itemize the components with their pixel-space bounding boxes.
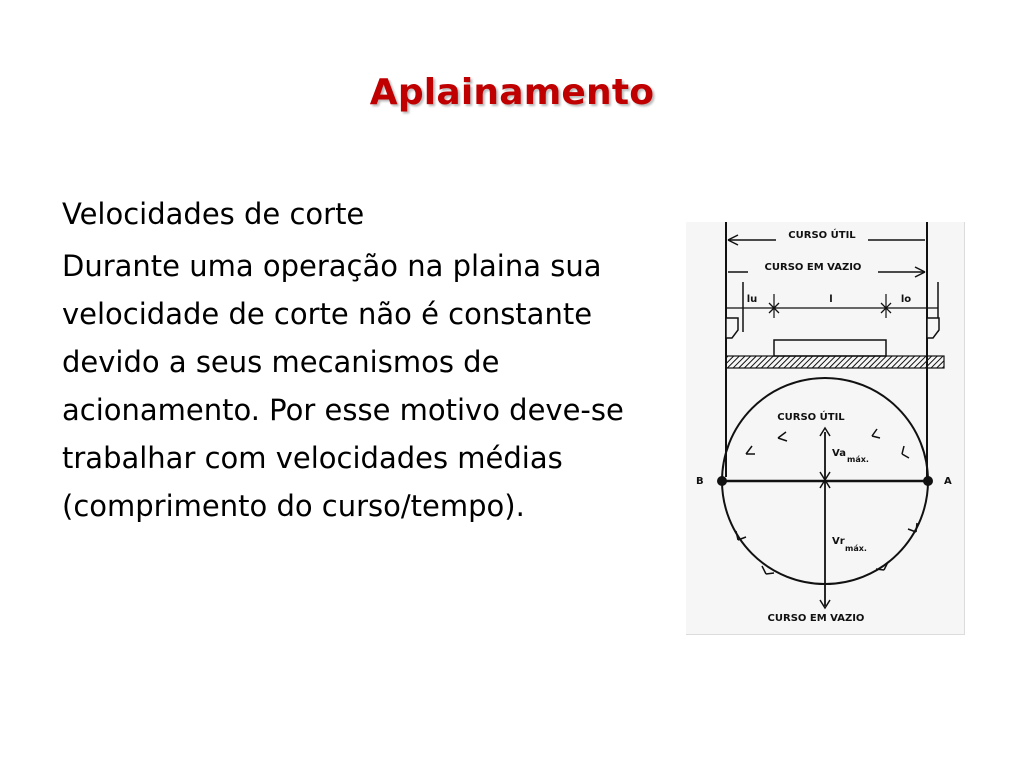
arc-arrow-icon — [908, 523, 917, 532]
circle-top-label: CURSO ÚTIL — [777, 412, 845, 423]
machine-table — [726, 356, 944, 368]
workpiece — [774, 340, 886, 356]
point-a-label: A — [944, 476, 952, 487]
vr-subscript: máx. — [845, 544, 867, 553]
tool-left-icon — [726, 318, 738, 338]
arc-arrow-icon — [736, 531, 746, 540]
va-label: Va — [832, 448, 846, 459]
lo-label: lo — [900, 294, 912, 305]
arc-arrow-icon — [872, 429, 880, 438]
body-paragraph: Durante uma operação na plaina sua velocidade de corte não é constante devido a seus mecanismos de acionamento. Por esse motivo deve-se trabalhar com velocidades médias (comprimento do curso/tempo). — [62, 249, 624, 523]
vr-label: Vr — [832, 536, 845, 547]
arc-arrow-icon — [778, 432, 787, 441]
curso-util-top-label: CURSO ÚTIL — [788, 230, 856, 241]
circle-bottom-label: CURSO EM VAZIO — [767, 613, 865, 624]
arc-arrow-icon — [902, 446, 909, 458]
arc-arrow-icon — [746, 446, 755, 454]
slide-title: Aplainamento — [369, 72, 655, 113]
tool-right-icon — [927, 318, 939, 338]
point-b-marker — [717, 476, 727, 486]
lu-label: lu — [746, 294, 758, 305]
slide-body — [62, 190, 662, 530]
l-label: l — [829, 294, 833, 305]
curso-vazio-top-label: CURSO EM VAZIO — [764, 262, 862, 273]
subheading: Velocidades de corte — [62, 197, 365, 231]
va-subscript: máx. — [847, 455, 869, 464]
point-a-marker — [923, 476, 933, 486]
planer-stroke-diagram — [686, 222, 965, 635]
diagram-svg — [686, 222, 964, 634]
point-b-label: B — [696, 476, 704, 487]
